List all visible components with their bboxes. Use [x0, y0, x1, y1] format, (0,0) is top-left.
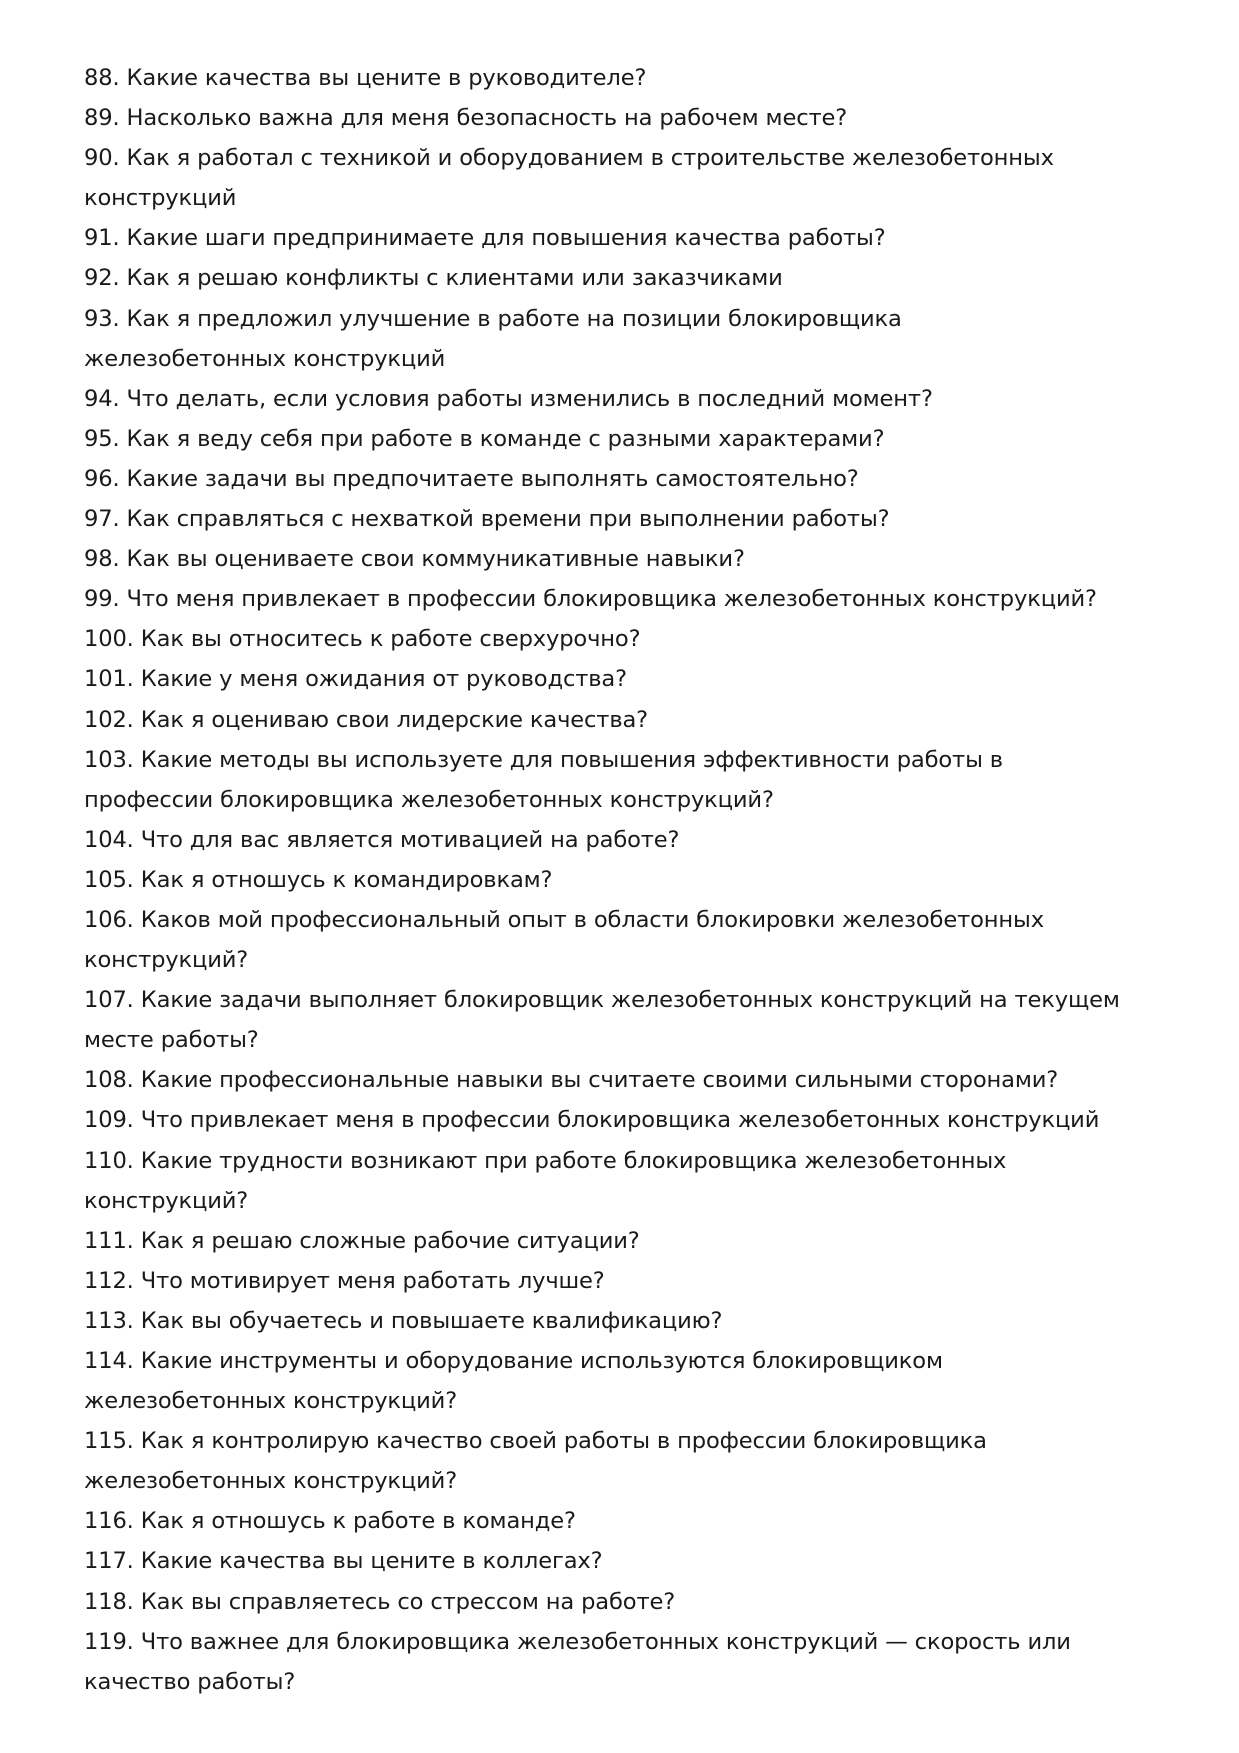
question-110: 110. Какие трудности возникают при работе блокировщика железобетонных конструкций? — [84, 1147, 1007, 1214]
question-91: 91. Какие шаги предпринимаете для повышения качества работы? — [84, 225, 886, 252]
question-96: 96. Какие задачи вы предпочитаете выполнять самостоятельно? — [84, 465, 859, 492]
question-119: 119. Что важнее для блокировщика железобетонных конструкций — скорость или качество работы? — [84, 1628, 1071, 1695]
question-95: 95. Как я веду себя при работе в команде с разными характерами? — [84, 425, 885, 452]
question-113: 113. Как вы обучаетесь и повышаете квалификацию? — [84, 1307, 723, 1334]
question-90: 90. Как я работал с техникой и оборудованием в строительстве железобетонных конструкций — [84, 145, 1054, 212]
question-88: 88. Какие качества вы цените в руководителе? — [84, 65, 647, 91]
question-100: 100. Как вы относитесь к работе сверхурочно? — [84, 626, 641, 653]
question-102: 102. Как я оцениваю свои лидерские качества? — [84, 706, 649, 733]
question-107: 107. Какие задачи выполняет блокировщик железобетонных конструкций на текущем месте работы? — [84, 987, 1120, 1054]
question-104: 104. Что для вас является мотивацией на работе? — [84, 826, 680, 853]
question-97: 97. Как справляться с нехваткой времени при выполнении работы? — [84, 506, 890, 533]
question-101: 101. Какие у меня ожидания от руководства? — [84, 666, 627, 693]
question-114: 114. Какие инструменты и оборудование используются блокировщиком железобетонных конструкций? — [84, 1348, 943, 1415]
question-106: 106. Каков мой профессиональный опыт в области блокировки железобетонных конструкций? — [84, 906, 1044, 974]
question-94: 94. Что делать, если условия работы изменились в последний момент? — [84, 385, 933, 412]
question-list — [84, 58, 1164, 1702]
question-98: 98. Как вы оцениваете свои коммуникативные навыки? — [84, 546, 745, 573]
question-109: 109. Что привлекает меня в профессии блокировщика железобетонных конструкций — [84, 1107, 1100, 1134]
question-93: 93. Как я предложил улучшение в работе на позиции блокировщика железобетонных конструкций — [84, 305, 902, 372]
question-92: 92. Как я решаю конфликты с клиентами или заказчиками — [84, 265, 783, 292]
question-108: 108. Какие профессиональные навыки вы считаете своими сильными сторонами? — [84, 1067, 1059, 1094]
question-99: 99. Что меня привлекает в профессии блокировщика железобетонных конструкций? — [84, 586, 1097, 613]
question-89: 89. Насколько важна для меня безопасность на рабочем месте? — [84, 105, 848, 132]
question-115: 115. Как я контролирую качество своей работы в профессии блокировщика железобетонных конструкций? — [84, 1428, 987, 1495]
question-105: 105. Как я отношусь к командировкам? — [84, 866, 553, 893]
question-118: 118. Как вы справляетесь со стрессом на работе? — [84, 1588, 676, 1615]
question-103: 103. Какие методы вы используете для повышения эффективности работы в профессии блокировщика железобетонных конструкций? — [84, 746, 1003, 813]
question-112: 112. Что мотивирует меня работать лучше? — [84, 1267, 605, 1294]
question-116: 116. Как я отношусь к работе в команде? — [84, 1508, 576, 1535]
question-117: 117. Какие качества вы цените в коллегах? — [84, 1548, 603, 1575]
question-111: 111. Как я решаю сложные рабочие ситуации? — [84, 1227, 640, 1254]
